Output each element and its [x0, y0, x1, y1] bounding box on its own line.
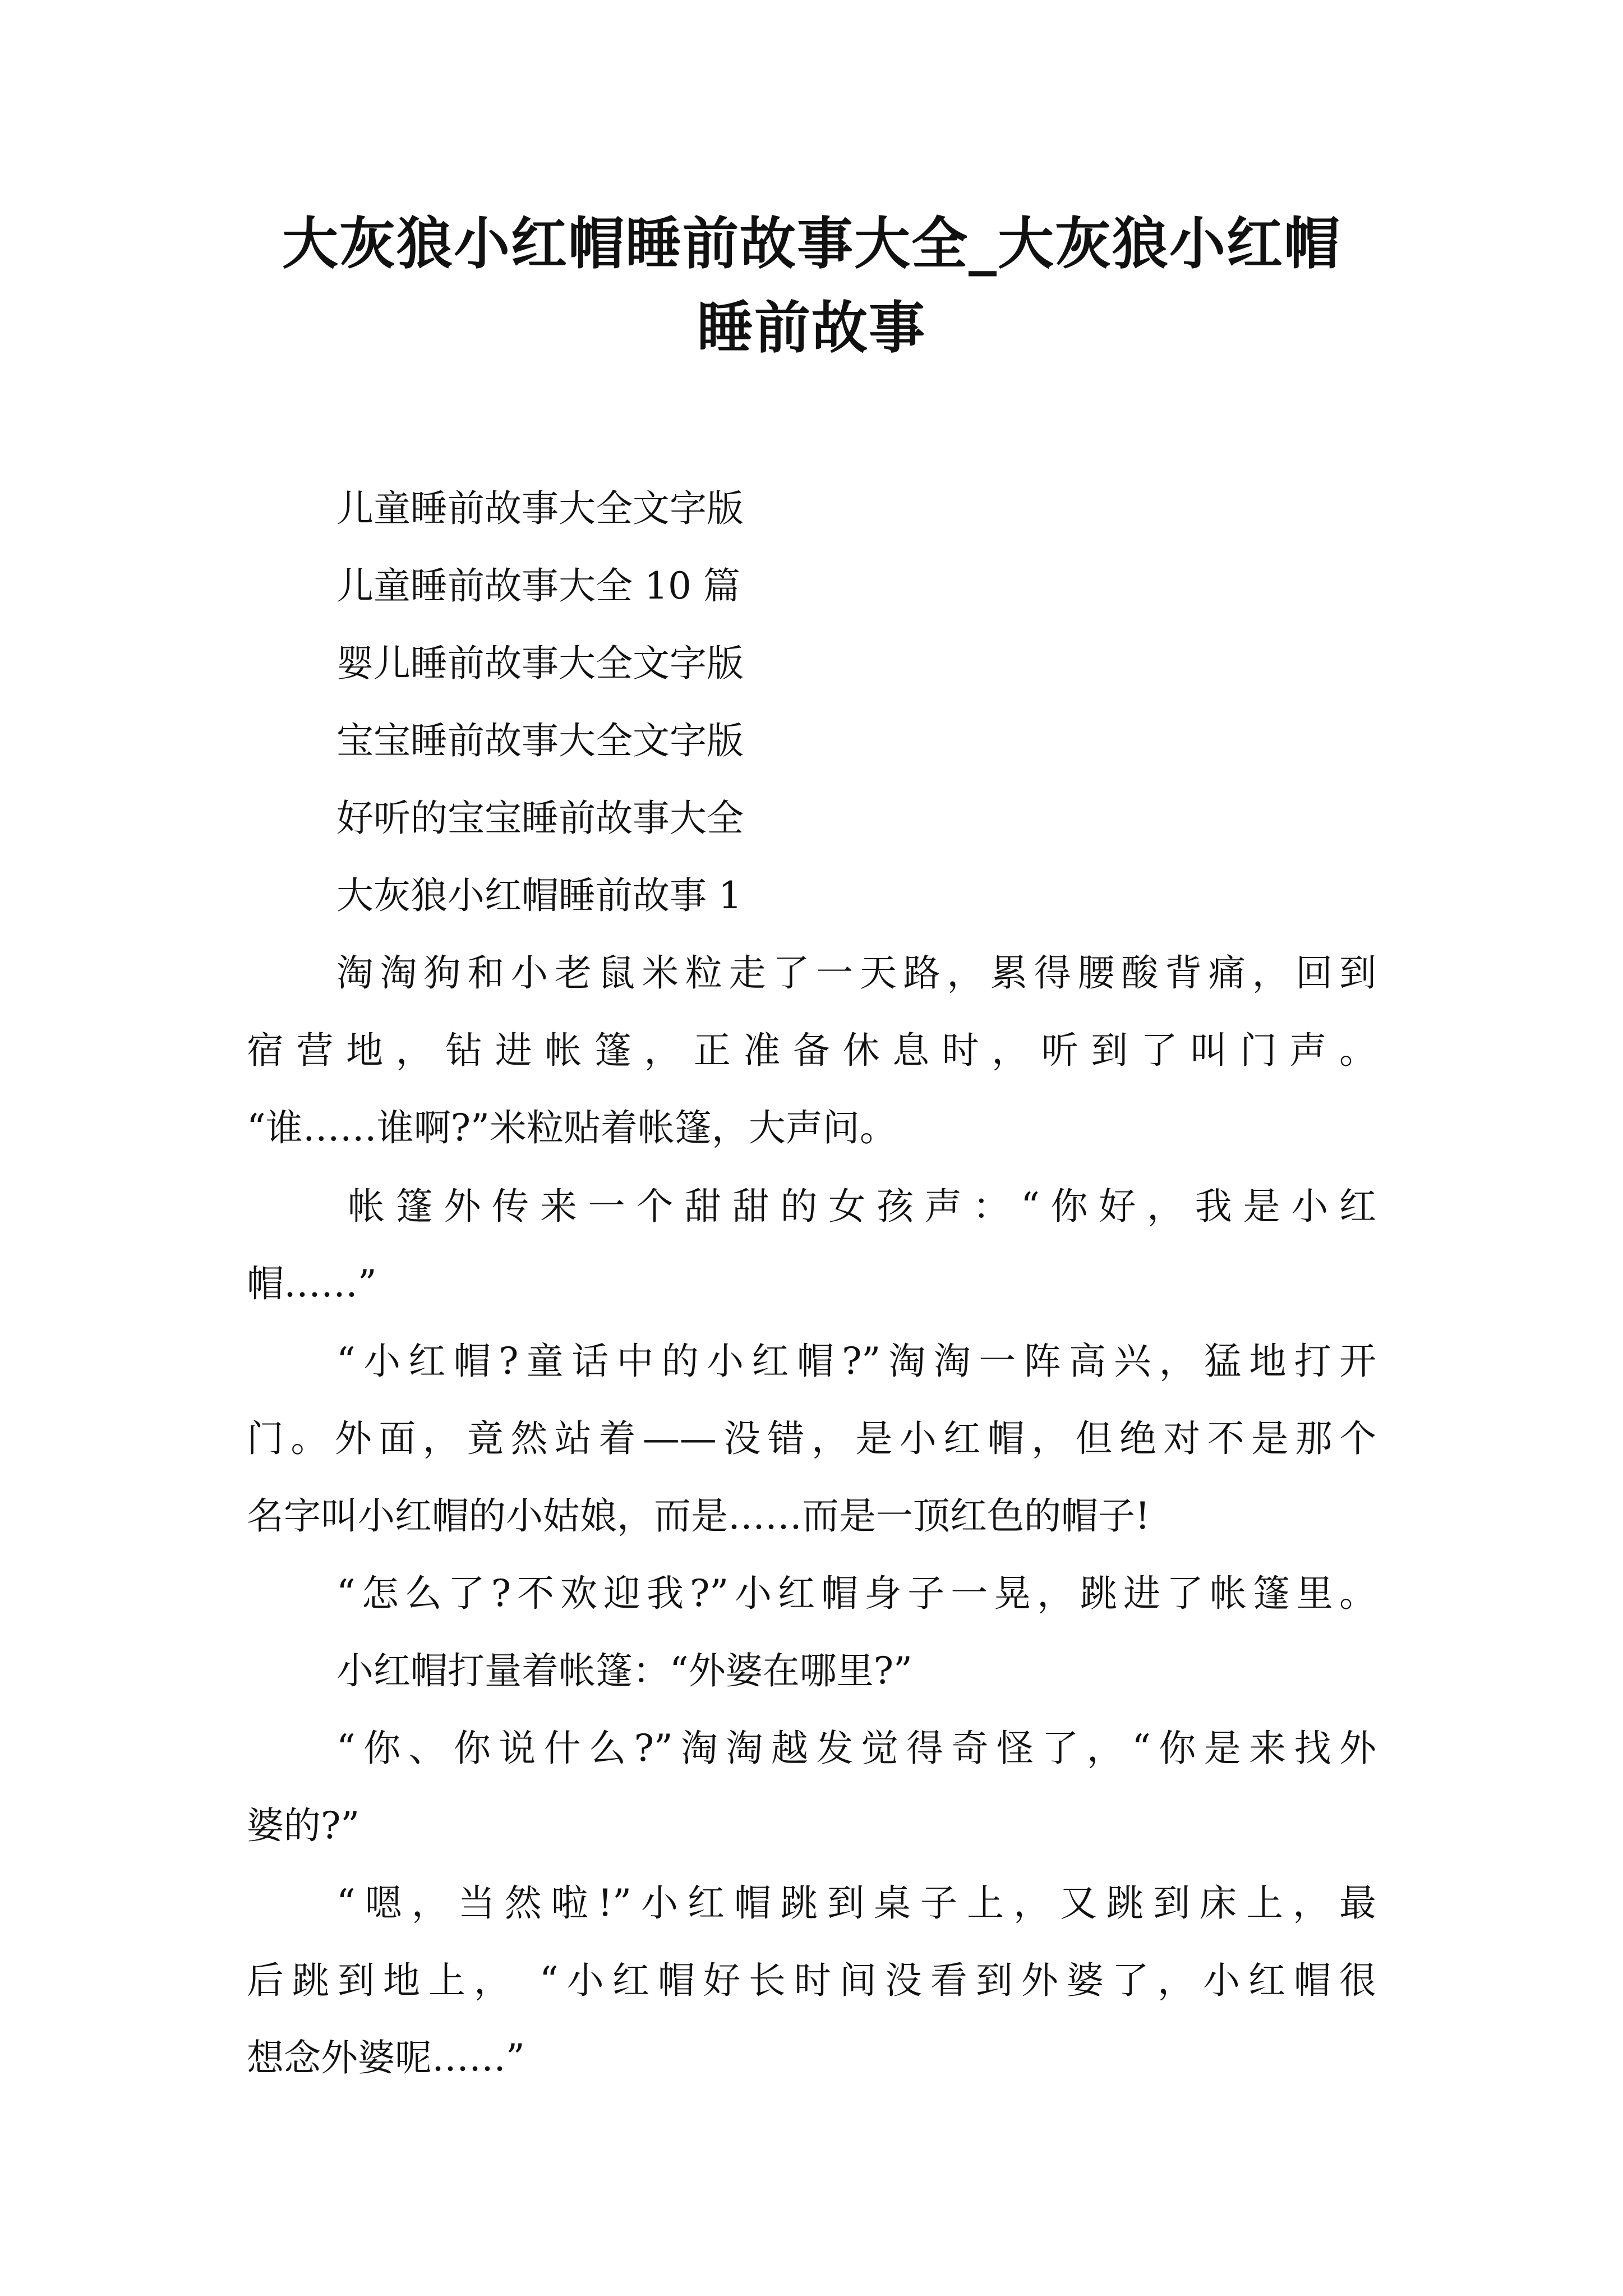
document-title	[247, 202, 1376, 370]
related-link[interactable]: 好听的宝宝睡前故事大全	[336, 797, 744, 840]
paragraph-line: 门。外面，竟然站着——没错，是小红帽，但绝对不是那个	[247, 1417, 1376, 1460]
paragraph-line: 婆的?”	[247, 1804, 360, 1847]
section-heading: 大灰狼小红帽睡前故事 1	[336, 874, 742, 917]
paragraph-line: 帽……”	[247, 1262, 377, 1305]
title-line-1: 大灰狼小红帽睡前故事大全_大灰狼小红帽	[282, 211, 1341, 277]
related-link[interactable]: 儿童睡前故事大全文字版	[336, 487, 744, 530]
story-paragraph	[247, 1865, 1376, 2097]
document-body	[247, 470, 1376, 2097]
paragraph-line: 小红帽打量着帐篷：“外婆在哪里?”	[336, 1649, 912, 1692]
related-links-list	[247, 470, 1376, 935]
related-link[interactable]: 婴儿睡前故事大全文字版	[336, 642, 744, 685]
related-link[interactable]: 宝宝睡前故事大全文字版	[336, 719, 744, 762]
paragraph-line: 宿营地，钻进帐篷，正准备休息时，听到了叫门声。	[247, 1029, 1376, 1072]
story-paragraph	[247, 1555, 1376, 1632]
paragraph-line: 帐篷外传来一个甜甜的女孩声：“你好，我是小红	[348, 1185, 1376, 1228]
story-paragraph	[247, 1710, 1376, 1865]
related-link[interactable]: 儿童睡前故事大全 10 篇	[336, 564, 740, 608]
paragraph-line: “小红帽?童话中的小红帽?”淘淘一阵高兴，猛地打开	[336, 1340, 1376, 1383]
paragraph-line: “怎么了?不欢迎我?”小红帽身子一晃，跳进了帐篷里。	[336, 1572, 1376, 1615]
story-paragraph	[247, 1632, 1376, 1710]
paragraph-line: 名字叫小红帽的小姑娘，而是……而是一顶红色的帽子!	[247, 1494, 1150, 1538]
paragraph-line: “你、你说什么?”淘淘越发觉得奇怪了，“你是来找外	[336, 1727, 1376, 1770]
story-paragraph	[247, 1168, 1376, 1323]
paragraph-line: 后跳到地上， “小红帽好长时间没看到外婆了，小红帽很	[247, 1959, 1376, 2002]
story-paragraph	[247, 1323, 1376, 1555]
paragraph-line: 想念外婆呢……”	[247, 2036, 525, 2079]
paragraph-line: “谁……谁啊?”米粒贴着帐篷，大声问。	[247, 1106, 897, 1149]
paragraph-line: “嗯，当然啦!”小红帽跳到桌子上，又跳到床上，最	[336, 1881, 1376, 1925]
title-line-2: 睡前故事	[697, 295, 926, 361]
paragraph-line: 淘淘狗和小老鼠米粒走了一天路，累得腰酸背痛，回到	[336, 951, 1376, 995]
story-paragraph	[247, 935, 1376, 1167]
